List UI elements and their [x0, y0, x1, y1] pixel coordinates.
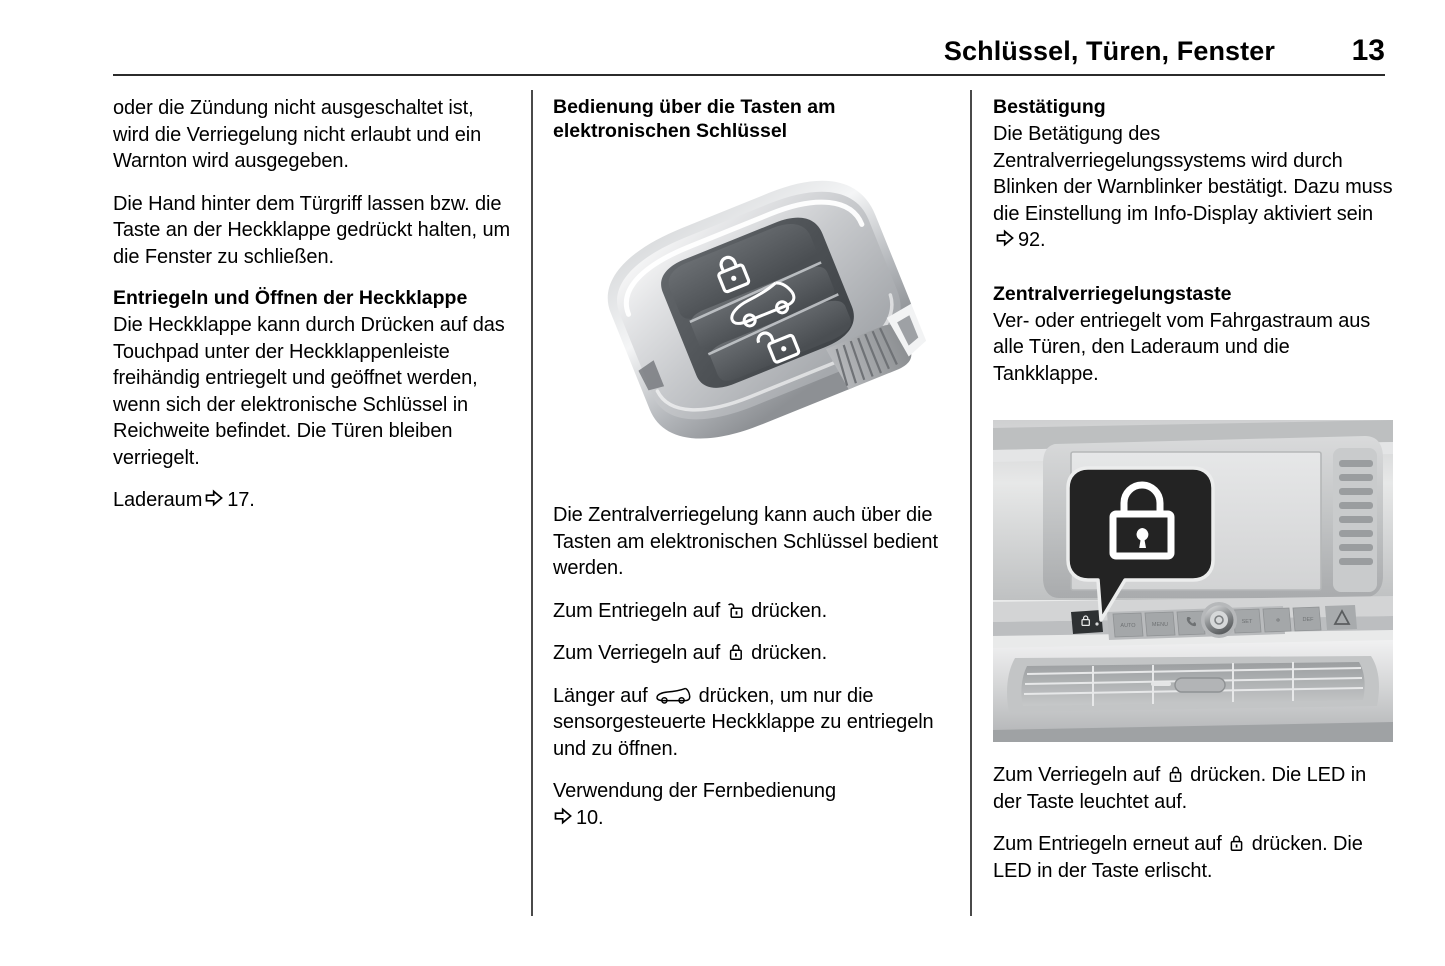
column-divider-1 [531, 90, 533, 916]
col2-cross-reference-label: Verwendung der Fernbedienung [553, 780, 836, 802]
column-two [553, 95, 953, 145]
central-locking-button [1071, 610, 1103, 634]
column-three-text [993, 762, 1393, 900]
col3-paragraph-1-text: Die Betätigung des Zentralverriegelungssystems wird durch Blinken der Warnblinker bestätigt. Dazu muss die Einstellung im Info-Display aktiviert sein [993, 123, 1393, 225]
page-number: 13 [1351, 34, 1385, 67]
electronic-key-illustration [553, 168, 953, 468]
padlock-closed-icon [1229, 834, 1244, 852]
col1-cross-reference [113, 487, 513, 516]
dashboard-illustration [993, 420, 1393, 742]
col2-cross-reference [553, 778, 953, 833]
col2-paragraph-1: Die Zentralverriegelung kann auch über die Tasten am elektronischen Schlüssel bedient werden. [553, 504, 938, 579]
column-one [113, 95, 513, 532]
col3-line-lock-before: Zum Verriegeln auf [993, 764, 1161, 786]
col3-line-unlock-after: drücken. Die LED in der Taste erlischt. [993, 833, 1363, 882]
col2-line-trunk-after: drücken, um nur die sensorgesteuerte Heckklappe zu entriegeln und zu öffnen. [553, 684, 934, 760]
col1-cross-reference-page: 17. [227, 489, 255, 511]
page-header [113, 36, 1385, 74]
col3-line-unlock [993, 831, 1393, 884]
padlock-open-icon [728, 601, 744, 619]
column-three [993, 95, 1393, 403]
col3-paragraph-1 [993, 121, 1393, 256]
column-two-text [553, 502, 953, 849]
page-title: Schlüssel, Türen, Fenster [943, 36, 1275, 66]
col3-heading-confirmation: Bestätigung [993, 96, 1106, 118]
electronic-key-figure [553, 168, 953, 468]
padlock-closed-icon [728, 643, 744, 661]
header-rule [113, 74, 1385, 76]
col2-line-trunk-before: Länger auf [553, 684, 648, 707]
col1-paragraph-3: Die Heckklappe kann durch Drücken auf das Touchpad unter der Heckklappenleiste freihändig entriegelt und geöffnet werden, wenn sich der elektronische Schlüssel in Reichweite befindet. Die Türen bleiben verriegelt. [113, 314, 505, 469]
col3-line-unlock-before: Zum Entriegeln erneut auf [993, 833, 1222, 855]
svg-text:MENU: MENU [1151, 622, 1169, 628]
dashboard-figure [993, 420, 1393, 742]
col1-cross-reference-label: Laderaum [113, 489, 203, 511]
svg-text:SET: SET [1241, 619, 1253, 625]
cross-reference-arrow-icon [553, 806, 573, 834]
col2-line-trunk [553, 683, 953, 763]
col2-line-lock-before: Zum Verriegeln auf [553, 642, 721, 664]
svg-text:DEF: DEF [1302, 617, 1314, 623]
lower-air-vent [1021, 662, 1364, 706]
col1-paragraph-2: Die Hand hinter dem Türgriff lassen bzw. die Taste an der Heckklappe gedrückt halten, um die Fenster zu schließen. [113, 192, 511, 268]
col3-paragraph-2: Ver- oder entriegelt vom Fahrgastraum aus alle Türen, den Laderaum und die Tankklappe. [993, 309, 1371, 385]
col2-line-unlock-before: Zum Entriegeln auf [553, 599, 721, 622]
rotary-knob [1201, 602, 1237, 638]
svg-text:❄: ❄ [1275, 618, 1281, 624]
cross-reference-arrow-icon [995, 228, 1015, 256]
col2-line-unlock [553, 598, 953, 625]
cross-reference-arrow-icon [204, 488, 224, 516]
col2-line-unlock-after: drücken. [751, 599, 828, 622]
col2-line-lock [553, 640, 953, 667]
col1-heading-tailgate: Entriegeln und Öffnen der Heckklappe [113, 287, 468, 309]
col3-line-lock-after: drücken. Die LED in der Taste leuchtet auf. [993, 764, 1367, 813]
svg-text:AUTO: AUTO [1120, 623, 1136, 629]
col2-heading-key-buttons: Bedienung über die Tasten am elektronischen Schlüssel [553, 96, 836, 142]
column-divider-2 [970, 90, 972, 916]
col2-cross-reference-page: 10. [576, 806, 604, 829]
col1-paragraph-1: oder die Zündung nicht ausgeschaltet ist, wird die Verriegelung nicht erlaubt und ein Warnton wird ausgegeben. [113, 97, 482, 172]
dashboard-side-vent [1333, 448, 1377, 592]
col3-line-lock [993, 762, 1393, 815]
col3-heading-central-locking-button: Zentralverriegelungstaste [993, 282, 1232, 305]
car-trunk-open-icon [655, 687, 691, 705]
col2-line-lock-after: drücken. [751, 642, 828, 664]
col3-paragraph-1-page: 92. [1018, 229, 1046, 251]
padlock-closed-icon [1168, 765, 1183, 783]
